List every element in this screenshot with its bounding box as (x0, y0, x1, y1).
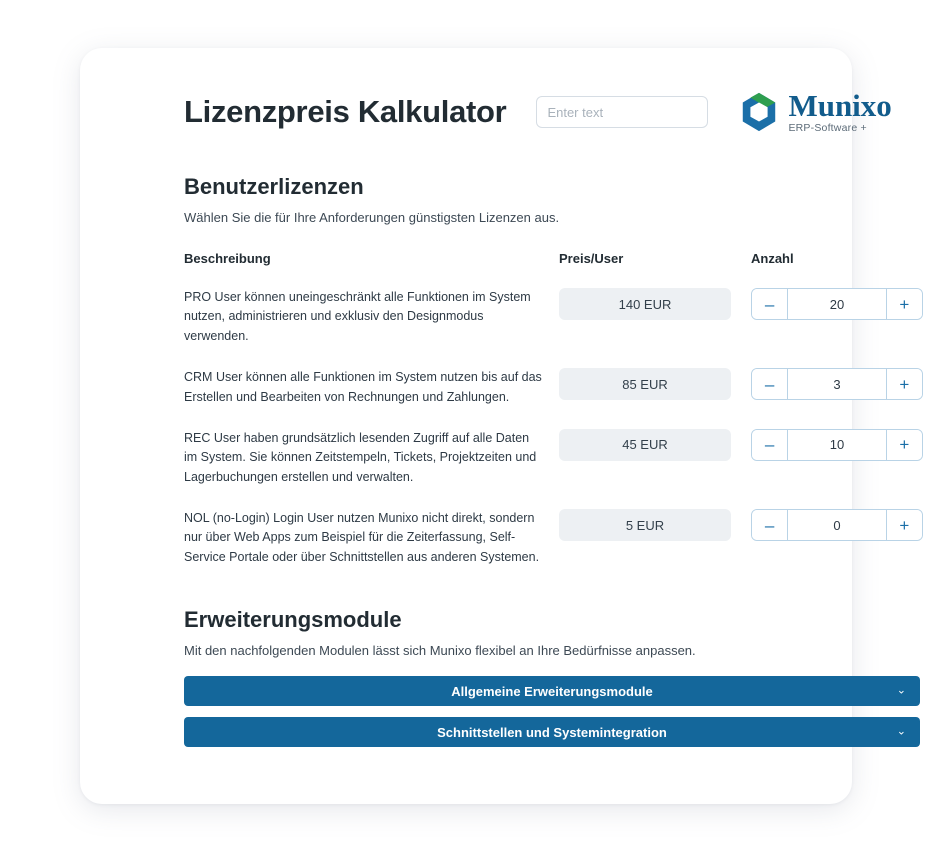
decrement-button[interactable]: – (752, 510, 788, 540)
increment-button[interactable]: + (886, 430, 922, 460)
search-input[interactable] (536, 96, 708, 128)
table-row (184, 368, 910, 407)
quantity-input[interactable] (788, 510, 885, 540)
page-title: Lizenzpreis Kalkulator (184, 94, 507, 129)
munixo-hexagon-icon (738, 91, 780, 133)
license-price: 45 EUR (559, 429, 731, 461)
licenses-table-header (184, 251, 816, 266)
logo-text (788, 90, 891, 134)
modules-accordion-list (104, 676, 906, 747)
quantity-stepper[interactable] (751, 288, 923, 320)
brand-logo (738, 90, 891, 134)
accordion-item-general-modules[interactable] (184, 676, 920, 706)
increment-button[interactable]: + (886, 369, 922, 399)
header (104, 84, 892, 140)
quantity-input[interactable] (788, 430, 885, 460)
quantity-input[interactable] (788, 369, 885, 399)
license-price: 85 EUR (559, 368, 731, 400)
licenses-section (104, 174, 910, 567)
column-header-quantity: Anzahl (751, 251, 794, 266)
increment-button[interactable]: + (886, 289, 922, 319)
increment-button[interactable]: + (886, 510, 922, 540)
license-description: CRM User können alle Funktionen im System nutzen bis auf das Erstellen und Bearbeiten von Rechnungen und Zahlungen. (184, 370, 542, 404)
chevron-down-icon: ⌄ (896, 725, 906, 738)
quantity-stepper[interactable] (751, 429, 923, 461)
quantity-stepper[interactable] (751, 368, 923, 400)
modules-subtitle: Mit den nachfolgenden Modulen lässt sich Munixo flexibel an Ihre Bedürfnisse anpassen. (184, 643, 696, 659)
license-description: REC User haben grundsätzlich lesenden Zugriff auf alle Daten im System. Sie können Zeitstempeln, Tickets, Projektzeiten und Lagerbuchungen erstellen und verwalten. (184, 430, 537, 484)
accordion-item-interfaces[interactable] (184, 717, 920, 747)
decrement-button[interactable]: – (752, 369, 788, 399)
column-header-price: Preis/User (559, 251, 624, 266)
logo-name: Munixo (788, 88, 892, 124)
quantity-stepper[interactable] (751, 509, 923, 541)
table-row (184, 288, 910, 346)
calculator-card (80, 48, 910, 804)
accordion-label: Schnittstellen und Systemintegration (437, 724, 667, 740)
chevron-down-icon: ⌄ (896, 684, 906, 697)
decrement-button[interactable]: – (752, 430, 788, 460)
license-description: NOL (no-Login) Login User nutzen Munixo nicht direkt, sondern nur über Web Apps zum Beispiel für die Zeiterfassung, Self-Service Portale oder über Schnittstellen aus anderen Systemen. (184, 511, 540, 564)
license-price: 5 EUR (559, 509, 731, 541)
license-description: PRO User können uneingeschränkt alle Funktionen im System nutzen, administrieren und exklusiv den Designmodus verwenden. (184, 290, 531, 343)
licenses-title: Benutzerlizenzen (184, 174, 364, 199)
card-content (80, 48, 910, 804)
table-row (184, 509, 910, 567)
quantity-input[interactable] (788, 289, 885, 319)
modules-section (104, 607, 816, 658)
column-header-description: Beschreibung (184, 251, 271, 266)
modules-title: Erweiterungsmodule (184, 607, 402, 633)
decrement-button[interactable]: – (752, 289, 788, 319)
licenses-subtitle: Wählen Sie die für Ihre Anforderungen günstigsten Lizenzen aus. (184, 210, 560, 225)
logo-tagline: ERP-Software + (788, 122, 867, 135)
license-price: 140 EUR (559, 288, 731, 320)
table-row (184, 429, 910, 487)
accordion-label: Allgemeine Erweiterungsmodule (451, 683, 653, 699)
